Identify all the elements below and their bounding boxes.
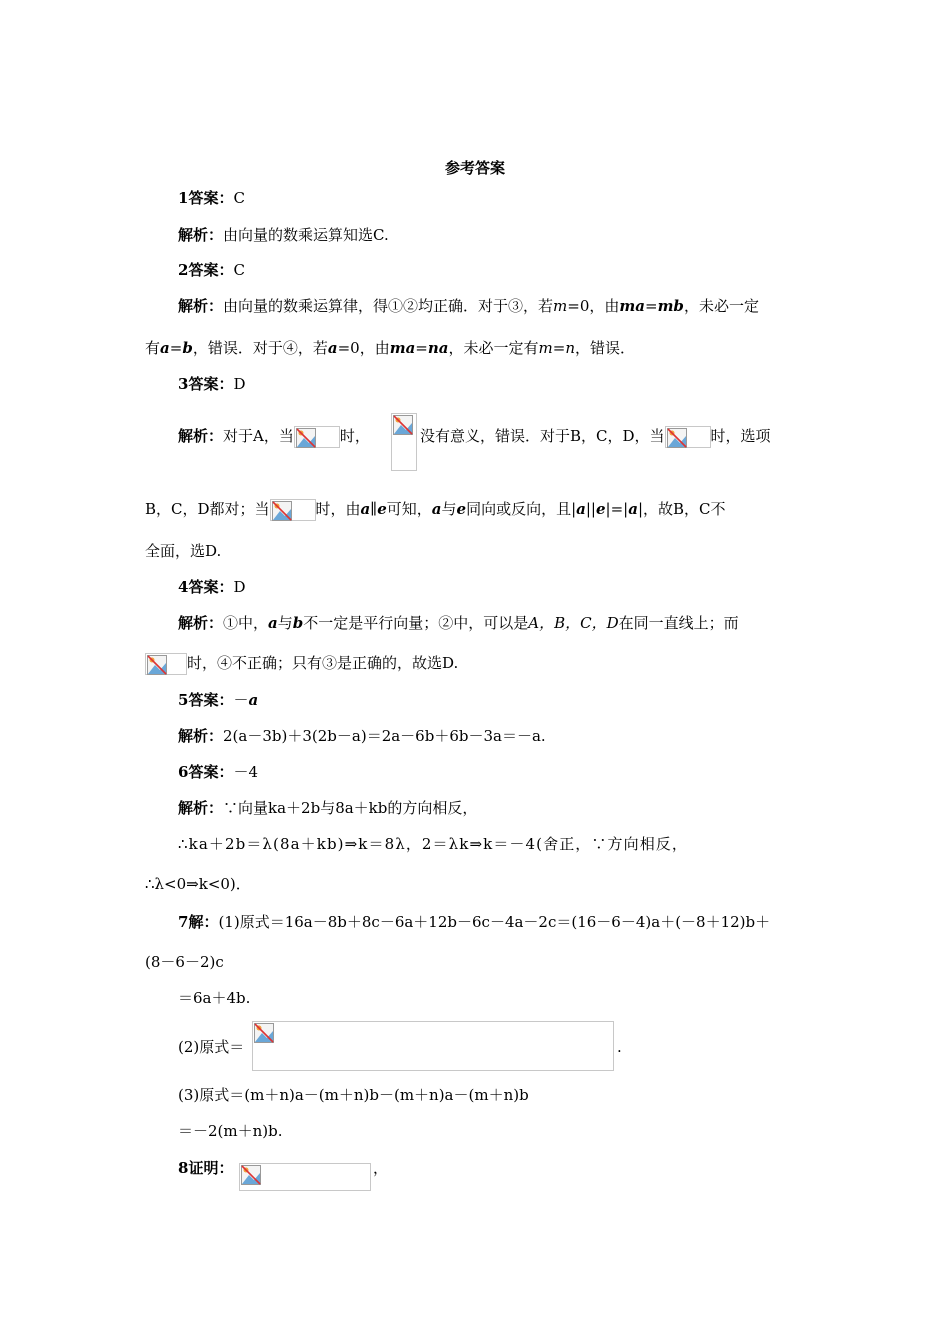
analysis-3-line-2: B，C，D都对；当 时，由a∥e可知，a与e同向或反向，且|a||e|=|a|，故B，C不 (145, 499, 726, 521)
broken-image-icon (270, 499, 316, 521)
answer-3: 3答案：D (178, 375, 246, 393)
broken-image-icon (252, 1021, 614, 1071)
solution-7-line-1: 7解：(1)原式＝16a－8b＋8c－6a＋12b－6c－4a－2c＝(16－6－4)a＋(－8＋12)b＋ (178, 913, 771, 931)
analysis-3-line-1: 解析：对于A，当 时， (178, 426, 370, 448)
page-title: 参考答案 (444, 159, 505, 177)
solution-7-line-3: ＝6a＋4b. (178, 989, 251, 1007)
analysis-4-line-1: 解析：①中，a与b不一定是平行向量；②中，可以是A，B，C，D在同一直线上；而 (178, 614, 739, 632)
analysis-4-line-2: 时，④不正确；只有③是正确的，故选D. (145, 653, 458, 675)
broken-image-icon (145, 653, 187, 675)
broken-image-icon (294, 426, 340, 448)
answer-6: 6答案：－4 (178, 763, 258, 781)
comma: ， (373, 1159, 389, 1177)
analysis-5: 解析：2(a－3b)＋3(2b－a)＝2a－6b＋6b－3a＝－a. (178, 727, 546, 745)
solution-7-part-3-result: ＝－2(m＋n)b. (178, 1122, 283, 1140)
analysis-2-line-1: 解析：由向量的数乘运算律，得①②均正确．对于③，若m=0，由ma=mb，未必一定 (178, 297, 759, 315)
proof-8: 8证明： (178, 1159, 234, 1177)
analysis-3-line-1b: 没有意义，错误．对于B，C，D，当 时，选项 (420, 426, 771, 448)
solution-7-part-3: (3)原式＝(m＋n)a－(m＋n)b－(m＋n)a－(m＋n)b (178, 1086, 529, 1104)
analysis-6-line-1: 解析：∵向量ka＋2b与8a＋kb的方向相反， (178, 799, 478, 817)
analysis-6-line-2: ∴ka＋2b＝λ(8a＋kb)⇒k＝8λ，2＝λk⇒k＝－4(舍正，∵方向相反， (178, 835, 689, 853)
solution-7-part-2: (2)原式＝ (178, 1038, 245, 1056)
answer-4: 4答案：D (178, 578, 246, 596)
answer-5: 5答案：－a (178, 691, 259, 709)
solution-7-line-2: (8－6－2)c (145, 953, 224, 971)
broken-image-icon (391, 413, 417, 471)
analysis-6-line-3: ∴λ<0⇒k<0)． (145, 875, 251, 893)
broken-image-icon (665, 426, 711, 448)
analysis-1: 解析：由向量的数乘运算知选C. (178, 226, 389, 244)
analysis-2-line-2: 有a=b，错误．对于④，若a=0，由ma=na，未必一定有m=n，错误． (145, 339, 636, 357)
broken-image-icon (239, 1163, 371, 1191)
answer-2: 2答案：C (178, 261, 245, 279)
answer-1: 1答案：C (178, 189, 245, 207)
analysis-3-line-3: 全面，选D. (145, 542, 222, 560)
period: . (617, 1038, 622, 1056)
